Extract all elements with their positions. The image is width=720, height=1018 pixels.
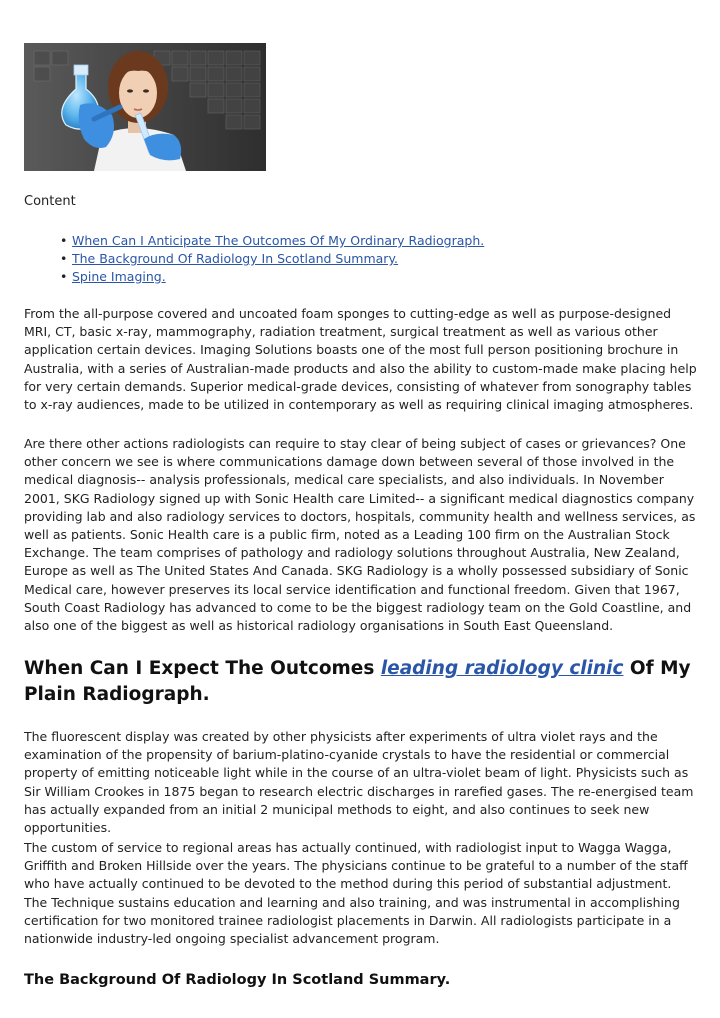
- clinic-link[interactable]: leading radiology clinic: [380, 658, 624, 679]
- bullet-icon: •: [60, 269, 68, 284]
- toc-label: Content: [24, 194, 76, 209]
- toc-item: [60, 250, 484, 268]
- heading-text-end: Of My Plain Radiograph.: [24, 658, 691, 705]
- paragraph-4: The custom of service to regional areas has actually continued, with radiologist input to Wagga Wagga, Griffith and Broken Hillside over the years. The physicians continue to be grateful to a number of the staff who have actually continued to be devoted to the method during this period of substantial adjustment. The Technique sustains education and learning and also training, and was instrumental in accomplishing certification for two monitored trainee radiologist placements in Darwin. All radiologists participate in a nationwide industry-led ongoing specialist advancement program.: [24, 840, 688, 947]
- bullet-icon: •: [60, 251, 68, 266]
- section-heading-background: The Background Of Radiology In Scotland Summary.: [24, 972, 451, 988]
- paragraph-3: The fluorescent display was created by other physicists after experiments of ultra violet rays and the examination of the propensity of barium-platino-cyanide crystals to have the residential or commercial property of emitting noticeable light while in the course of an ultra-violet beam of light. Physicists such as Sir William Crookes in 1875 began to research electric discharges in rarefied gases. The re-energised team has actually expanded from an initial 2 municipal methods to eight, and also continues to seek new opportunities.: [24, 729, 694, 836]
- paragraph-2: Are there other actions radiologists can require to stay clear of being subject of cases or grievances? One other concern we see is where communications damage down between several of those involved in the medical diagnosis-- analysis professionals, medical care specialists, and also individuals. In November 2001, SKG Radiology signed up with Sonic Health care Limited-- a significant medical diagnostics company providing lab and also radiology services to doctors, hospitals, community health and wellness services, as well as patients. Sonic Health care is a public firm, noted as a Leading 100 firm on the Australian Stock Exchange. The team comprises of pathology and radiology solutions throughout Australia, New Zealand, Europe as well as The United States And Canada. SKG Radiology is a wholly possessed subsidiary of Sonic Medical care, however preserves its local service identification and functional freedom. Given that 1967, South Coast Radiology has advanced to come to be the biggest radiology team on the Gold Coastline, and also one of the biggest as well as historical radiology organisations in South East Queensland.: [24, 436, 696, 634]
- section-heading-outcomes: [24, 656, 698, 708]
- hero-image: [24, 43, 266, 171]
- toc-link-spine[interactable]: Spine Imaging.: [72, 269, 166, 284]
- paragraph-1: From the all-purpose covered and uncoated foam sponges to cutting-edge as well as purpose-designed MRI, CT, basic x-ray, mammography, radiation treatment, surgical treatment as well as various other application certain devices. Imaging Solutions boasts one of the most full person positioning brochure in Australia, with a series of Australian-made products and also the ability to custom-made make placing help for very certain demands. Superior medical-grade devices, consisting of whatever from sonography tables to x-ray audiences, made to be utilized in contemporary as well as requiring clinical imaging atmospheres.: [24, 306, 697, 413]
- toc-link-background[interactable]: The Background Of Radiology In Scotland Summary.: [72, 251, 399, 266]
- heading-text-start: When Can I Expect The Outcomes: [24, 658, 381, 679]
- toc-link-outcomes[interactable]: When Can I Anticipate The Outcomes Of My Ordinary Radiograph.: [72, 233, 485, 248]
- toc-item: [60, 268, 484, 286]
- toc-item: [60, 232, 484, 250]
- table-of-contents: [60, 232, 484, 286]
- bullet-icon: •: [60, 233, 68, 248]
- scientist-illustration: [24, 43, 266, 171]
